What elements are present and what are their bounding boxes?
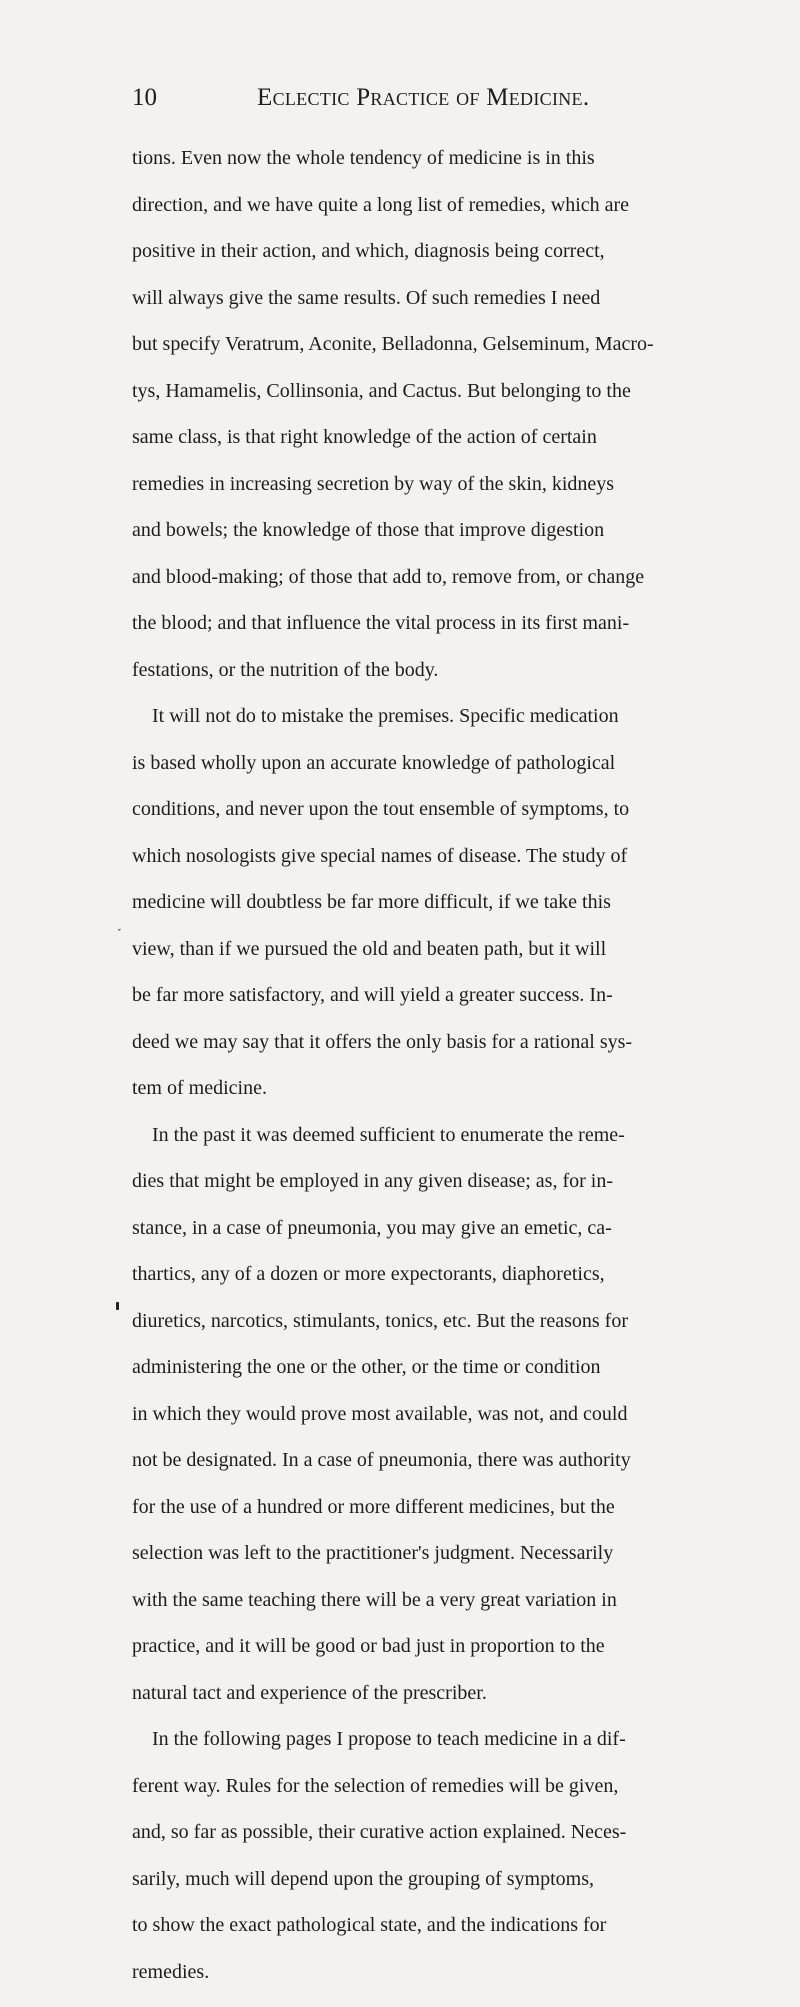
text-line: In the past it was deemed sufficient to enumerate the reme- (152, 1123, 625, 1146)
text-line: to show the exact pathological state, and the indications for (132, 1914, 607, 1937)
text-line: conditions, and never upon the tout ensemble of symptoms, to (132, 798, 630, 821)
body-text (132, 124, 665, 2007)
text-line: tys, Hamamelis, Collinsonia, and Cactus. But belonging to the (132, 379, 631, 402)
running-head: Eclectic Practice of Medicine. (257, 84, 590, 111)
text-line: remedies. (132, 1960, 210, 1983)
text-line: and, so far as possible, their curative action explained. Neces- (132, 1821, 627, 1844)
text-line: is based wholly upon an accurate knowledge of pathological (132, 751, 616, 774)
text-line: In the following pages I propose to teach medicine in a dif- (152, 1728, 626, 1751)
text-line: which nosologists give special names of disease. The study of (132, 844, 628, 867)
text-line: and blood-making; of those that add to, remove from, or change (132, 565, 645, 588)
text-line: sarily, much will depend upon the grouping of symptoms, (132, 1867, 594, 1890)
text-line: not be designated. In a case of pneumonia, there was authority (132, 1449, 631, 1472)
text-line: for the use of a hundred or more different medicines, but the (132, 1495, 615, 1518)
text-line: natural tact and experience of the prescriber. (132, 1681, 487, 1704)
text-line: deed we may say that it offers the only basis for a rational sys- (132, 1030, 633, 1053)
text-line: remedies in increasing secretion by way of the skin, kidneys (132, 472, 615, 495)
text-line: with the same teaching there will be a very great variation in (132, 1588, 617, 1611)
text-line: direction, and we have quite a long list of remedies, which are (132, 193, 630, 216)
text-line: the blood; and that influence the vital process in its first mani- (132, 612, 630, 635)
text-line: medicine will doubtless be far more difficult, if we take this (132, 891, 611, 914)
text-line: practice, and it will be good or bad just in proportion to the (132, 1635, 605, 1658)
text-line: view, than if we pursued the old and beaten path, but it will (132, 937, 607, 960)
text-line: thartics, any of a dozen or more expectorants, diaphoretics, (132, 1263, 605, 1286)
print-speck (116, 1302, 119, 1310)
text-line: festations, or the nutrition of the body. (132, 658, 439, 681)
text-line: ferent way. Rules for the selection of remedies will be given, (132, 1774, 619, 1797)
text-line: It will not do to mistake the premises. Specific medication (152, 705, 619, 728)
text-line: be far more satisfactory, and will yield a greater success. In- (132, 984, 613, 1007)
margin-mark: ˯ (117, 917, 122, 932)
text-line: diuretics, narcotics, stimulants, tonics, etc. But the reasons for (132, 1309, 628, 1332)
page-number: 10 (132, 84, 157, 111)
text-line: tem of medicine. (132, 1077, 267, 1100)
text-line: stance, in a case of pneumonia, you may give an emetic, ca- (132, 1216, 612, 1239)
text-line: dies that might be employed in any given disease; as, for in- (132, 1170, 613, 1193)
page-header (132, 84, 662, 120)
text-line: tions. Even now the whole tendency of medicine is in this (132, 147, 595, 170)
text-line: same class, is that right knowledge of the action of certain (132, 426, 597, 449)
text-line: administering the one or the other, or the time or condition (132, 1356, 601, 1379)
text-line: selection was left to the practitioner's judgment. Necessarily (132, 1542, 614, 1565)
text-line: but specify Veratrum, Aconite, Belladonna, Gelseminum, Macro- (132, 333, 654, 356)
text-line: will always give the same results. Of such remedies I need (132, 286, 601, 309)
text-line: in which they would prove most available, was not, and could (132, 1402, 628, 1425)
text-line: positive in their action, and which, diagnosis being correct, (132, 240, 605, 263)
text-line: and bowels; the knowledge of those that improve digestion (132, 519, 605, 542)
